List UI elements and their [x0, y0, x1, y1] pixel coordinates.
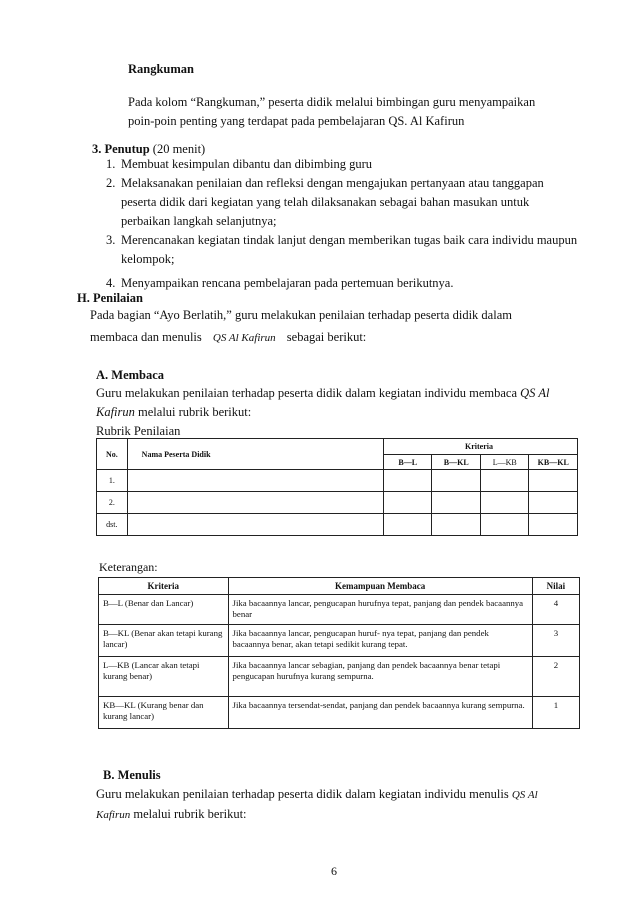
cell-kriteria[interactable]: [480, 470, 528, 492]
rangkuman-heading: Rangkuman: [128, 62, 194, 76]
table-row: [99, 697, 580, 729]
ket-kemampuan: Jika bacaannya lancar, pengucapan huruf- nya tepat, panjang dan pendek bacaannya benar, akan tetapi sedikit kurang tepat.: [228, 625, 532, 657]
menulis-surah-part-1: QS Al: [511, 789, 538, 801]
penilaian-surah-name: QS Al Kafirun: [212, 332, 276, 344]
rubric-table: [96, 438, 578, 536]
cell-nama[interactable]: [127, 492, 383, 514]
penutup-item-line: Merencanakan kegiatan tindak lanjut dengan memberikan tugas baik cara individu maupun: [121, 233, 578, 247]
cell-kriteria[interactable]: [432, 514, 481, 536]
menulis-line-1: [96, 785, 596, 805]
cell-kriteria[interactable]: [529, 492, 578, 514]
menulis-line-2: [96, 805, 596, 825]
col-kriteria-header: Kriteria: [384, 439, 578, 455]
penutup-item-number: 1.: [106, 157, 116, 171]
cell-kriteria[interactable]: [384, 470, 432, 492]
penutup-item-line: peserta didik dari kegiatan yang telah dilaksanakan sebagai bahan masukan untuk: [121, 195, 530, 209]
ket-header-kriteria: Kriteria: [99, 578, 229, 595]
col-no-header: No.: [97, 439, 128, 470]
table-row: [97, 492, 578, 514]
row-number: 1.: [97, 470, 128, 492]
table-row: [99, 657, 580, 697]
menulis-line-2-text: melalui rubrik berikut:: [133, 807, 247, 821]
keterangan-table: [98, 577, 580, 729]
ket-kemampuan: Jika bacaannya lancar, pengucapan hurufnya tepat, panjang dan pendek bacaannya benar: [228, 595, 532, 625]
ket-kemampuan: Jika bacaannya lancar sebagian, panjang dan pendek bacaannya benar tetapi pengucapan hurufnya kurang sempurna.: [228, 657, 532, 697]
membaca-line-2-text: melalui rubrik berikut:: [138, 405, 252, 419]
rangkuman-line-2: poin-poin penting yang terdapat pada pembelajaran QS. Al Kafirun: [128, 114, 465, 128]
keterangan-label: Keterangan:: [99, 560, 158, 574]
subcol-header: B—KL: [432, 455, 481, 470]
row-number: dst.: [97, 514, 128, 536]
penutup-item-line: Membuat kesimpulan dibantu dan dibimbing guru: [121, 157, 373, 171]
penilaian-heading: H. Penilaian: [77, 291, 143, 305]
penutup-item-number: 2.: [106, 176, 116, 190]
cell-kriteria[interactable]: [432, 492, 481, 514]
menulis-heading: B. Menulis: [103, 768, 161, 782]
penutup-item-line: kelompok;: [121, 252, 175, 266]
ket-kriteria: B—KL (Benar akan tetapi kurang lancar): [99, 625, 229, 657]
menulis-paragraph: [96, 785, 596, 825]
cell-nama[interactable]: [127, 514, 383, 536]
membaca-paragraph: [96, 384, 596, 441]
penutup-duration: (20 menit): [152, 142, 206, 156]
subcol-header: L—KB: [480, 455, 528, 470]
ket-header-kemampuan: Kemampuan Membaca: [228, 578, 532, 595]
penilaian-line-2-text: membaca dan menulis: [90, 330, 202, 344]
cell-kriteria[interactable]: [529, 470, 578, 492]
table-row: [97, 470, 578, 492]
ket-nilai: 2: [532, 657, 579, 697]
membaca-line-2: [96, 403, 596, 422]
penilaian-line-2-end: sebagai berikut:: [286, 330, 367, 344]
ket-kriteria: KB—KL (Kurang benar dan kurang lancar): [99, 697, 229, 729]
ket-nilai: 4: [532, 595, 579, 625]
penutup-item-line: Menyampaikan rencana pembelajaran pada pertemuan berikutnya.: [121, 276, 454, 290]
subcol-header: B—L: [384, 455, 432, 470]
membaca-line-1-text: Guru melakukan penilaian terhadap peserta didik dalam kegiatan individu membaca: [96, 386, 518, 400]
penutup-list: [106, 155, 606, 293]
rangkuman-line-1: Pada kolom “Rangkuman,” peserta didik melalui bimbingan guru menyampaikan: [128, 95, 536, 109]
ket-header-nilai: Nilai: [532, 578, 579, 595]
penutup-item-line: Melaksanakan penilaian dan refleksi dengan mengajukan pertanyaan atau tanggapan: [121, 176, 544, 190]
penutup-item: [106, 155, 606, 174]
penutup-item-number: 4.: [106, 276, 116, 290]
table-row: [99, 625, 580, 657]
ket-nilai: 3: [532, 625, 579, 657]
table-row: [97, 514, 578, 536]
membaca-surah-part-2: Kafirun: [96, 405, 135, 419]
membaca-surah-part-1: QS Al: [520, 386, 550, 400]
cell-kriteria[interactable]: [432, 470, 481, 492]
ket-kriteria: L—KB (Lancar akan tetapi kurang benar): [99, 657, 229, 697]
penilaian-line-1: Pada bagian “Ayo Berlatih,” guru melakukan penilaian terhadap peserta didik dalam: [90, 308, 512, 322]
penutup-item: [106, 174, 606, 231]
penilaian-paragraph: [90, 306, 610, 348]
rangkuman-paragraph: [128, 93, 608, 131]
menulis-surah-part-2: Kafirun: [96, 809, 131, 821]
rubrik-label: Rubrik Penilaian: [96, 424, 181, 438]
cell-kriteria[interactable]: [480, 492, 528, 514]
penilaian-line-2: [90, 328, 610, 348]
ket-nilai: 1: [532, 697, 579, 729]
menulis-line-1-text: Guru melakukan penilaian terhadap peserta didik dalam kegiatan individu menulis: [96, 787, 509, 801]
cell-kriteria[interactable]: [384, 492, 432, 514]
penutup-item: [106, 274, 606, 293]
ket-kemampuan: Jika bacaannya tersendat-sendat, panjang dan pendek bacaannya kurang sempurna.: [228, 697, 532, 729]
col-nama-header: Nama Peserta Didik: [127, 439, 383, 470]
page-number: 6: [331, 864, 337, 878]
row-number: 2.: [97, 492, 128, 514]
cell-kriteria[interactable]: [529, 514, 578, 536]
subcol-header: KB—KL: [529, 455, 578, 470]
penutup-heading: 3. Penutup: [92, 142, 150, 156]
table-row: [99, 595, 580, 625]
penutup-item: [106, 231, 606, 269]
cell-nama[interactable]: [127, 470, 383, 492]
penutup-item-line: perbaikan langkah selanjutnya;: [121, 214, 277, 228]
cell-kriteria[interactable]: [480, 514, 528, 536]
cell-kriteria[interactable]: [384, 514, 432, 536]
membaca-heading: A. Membaca: [96, 368, 165, 382]
penutup-item-number: 3.: [106, 233, 116, 247]
ket-kriteria: B—L (Benar dan Lancar): [99, 595, 229, 625]
membaca-line-1: [96, 384, 596, 403]
